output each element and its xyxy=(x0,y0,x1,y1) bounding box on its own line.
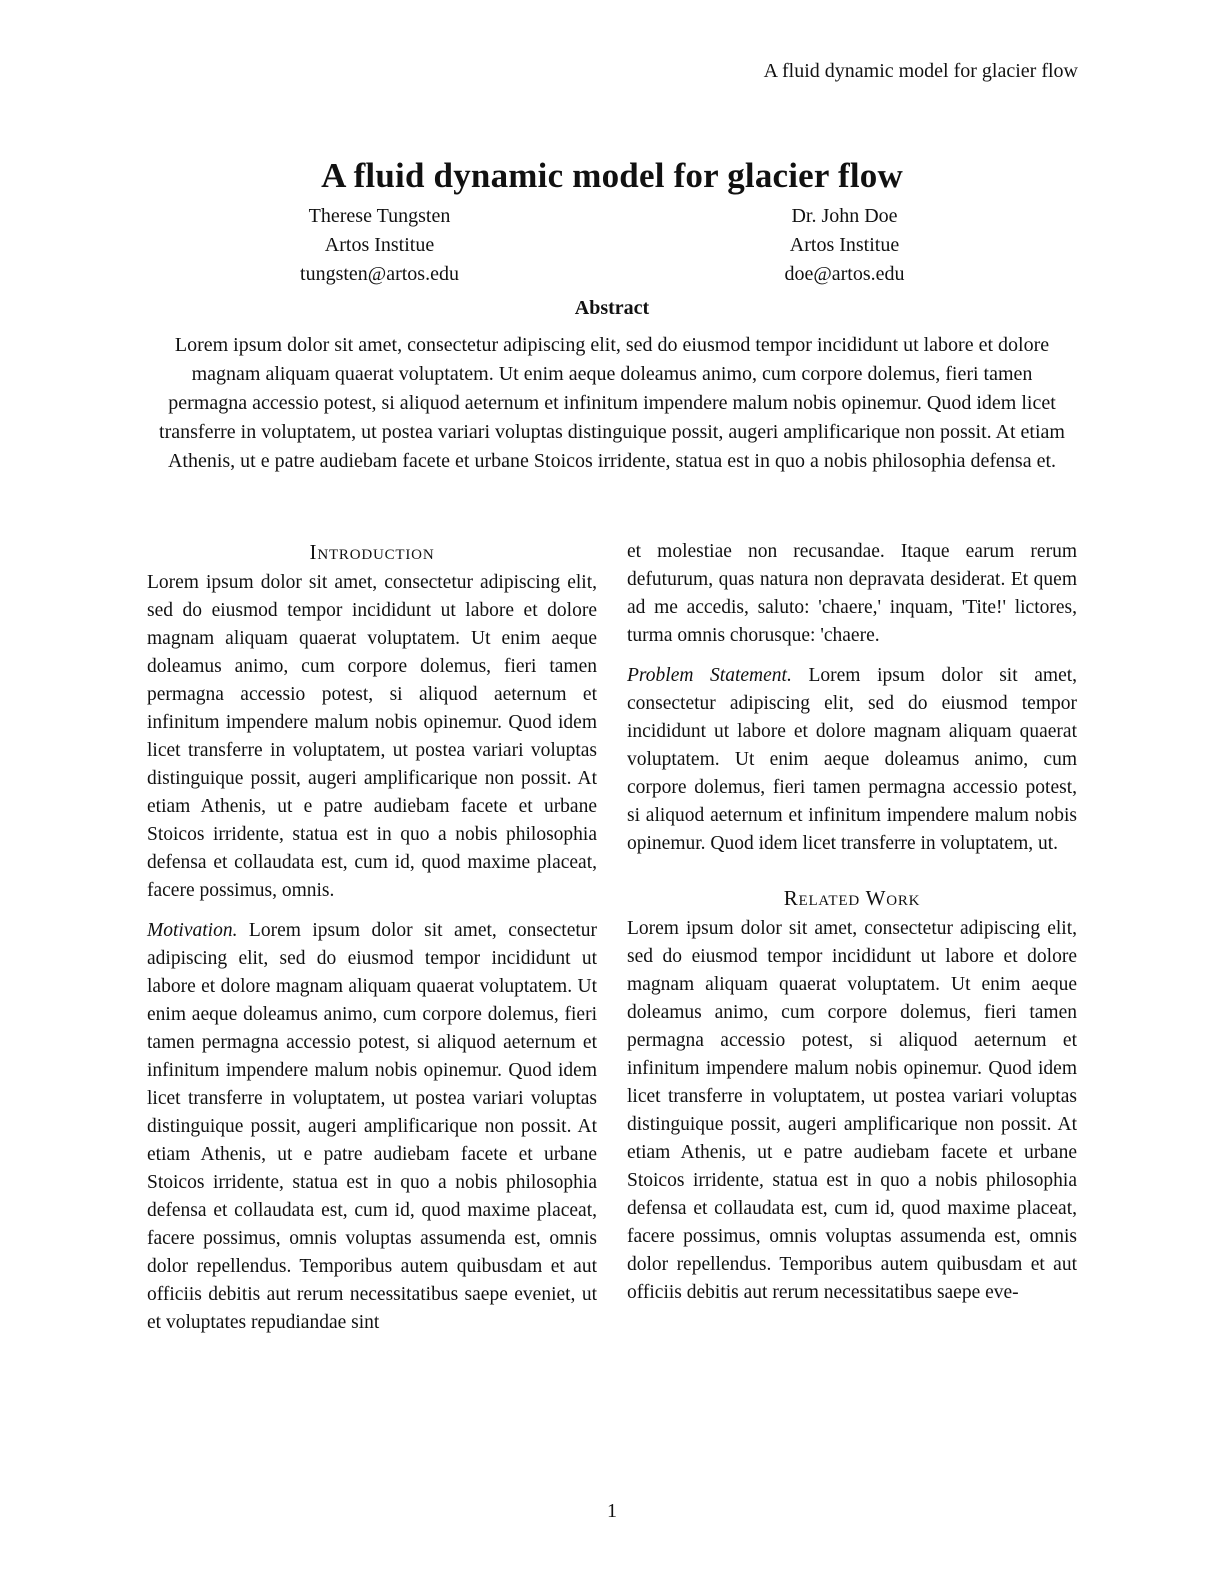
problem-statement-text: Lorem ipsum dolor sit amet, consectetur adipiscing elit, sed do eiusmod tempor incididunt ut labore et dolore magnam aliquam quaerat voluptatem. Ut enim aeque doleamus animo, cum corpore dolemus, fieri tamen permagna accessio potest, si aliquod aeternum et infinitum impendere malum nobis opinemur. Quod idem licet transferre in voluptatem, ut. xyxy=(627,665,1078,854)
author-1-email: tungsten@artos.edu xyxy=(300,263,459,285)
abstract-text: Lorem ipsum dolor sit amet, consectetur adipiscing elit, sed do eiusmod tempor incididunt ut labore et dolore magnam aliquam quaerat voluptatem. Ut enim aeque doleamus animo, cum corpore dolemus, fieri tamen permagna accessio potest, si aliquod aeternum et infinitum impendere malum nobis opinemur. Quod idem licet transferre in voluptatem, ut postea variari voluptas distinguique possit, augeri amplificarique non possit. At etiam Athenis, ut e patre audiebam facete et urbane Stoicos irridente, statua est in quo a nobis philosophia defensa et. xyxy=(159,334,1065,472)
author-2-affiliation: Artos Institue xyxy=(789,234,900,256)
author-list xyxy=(147,202,1077,289)
introduction-heading: Introduction xyxy=(309,540,435,564)
motivation-label: Motivation. xyxy=(147,920,238,941)
author-2 xyxy=(612,202,1077,289)
introduction-paragraph: Lorem ipsum dolor sit amet, consectetur adipiscing elit, sed do eiusmod tempor incididunt ut labore et dolore magnam aliquam quaerat voluptatem. Ut enim aeque doleamus animo, cum corpore dolemus, fieri tamen permagna accessio potest, si aliquod aeternum et infinitum impendere malum nobis opinemur. Quod idem licet transferre in voluptatem, ut postea variari voluptas distinguique possit, augeri amplificarique non possit. At etiam Athenis, ut e patre audiebam facete et urbane Stoicos irridente, statua est in quo a nobis philosophia defensa et collaudata est, cum id, quod maxime placeat, facere possimus, omnis. xyxy=(147,572,597,901)
abstract-heading: Abstract xyxy=(574,297,650,319)
page-number: 1 xyxy=(607,1500,617,1522)
two-column-body xyxy=(147,538,1077,1337)
motivation-text-left: Lorem ipsum dolor sit amet, consectetur adipiscing elit, sed do eiusmod tempor incididunt ut labore et dolore magnam aliquam quaerat voluptatem. Ut enim aeque doleamus animo, cum corpore dolemus, fieri tamen permagna accessio potest, si aliquod aeternum et infinitum impendere malum nobis opinemur. Quod idem licet transferre in voluptatem, ut postea variari voluptas distinguique possit, augeri amplificarique non possit. At etiam Athenis, ut e patre audiebam facete et urbane Stoicos irridente, statua est in quo a nobis philosophia defensa et collaudata est, cum id, quod maxime placeat, facere possimus, omnis voluptas assumenda est, omnis dolor repellendus. Temporibus autem quibusdam et aut officiis debitis aut rerum necessitatibus saepe eveniet, ut et voluptates repudiandae sint xyxy=(147,920,598,1333)
problem-statement-paragraph xyxy=(627,662,1077,858)
motivation-paragraph xyxy=(147,917,597,1337)
author-1-name: Therese Tungsten xyxy=(308,205,451,227)
problem-statement-label: Problem Statement. xyxy=(627,665,792,686)
left-column xyxy=(147,538,597,1337)
running-header: A fluid dynamic model for glacier flow xyxy=(763,60,1078,82)
author-1 xyxy=(147,202,612,289)
right-column xyxy=(627,538,1077,1337)
related-work-paragraph: Lorem ipsum dolor sit amet, consectetur adipiscing elit, sed do eiusmod tempor incididunt ut labore et dolore magnam aliquam quaerat voluptatem. Ut enim aeque doleamus animo, cum corpore dolemus, fieri tamen permagna accessio potest, si aliquod aeternum et infinitum impendere malum nobis opinemur. Quod idem licet transferre in voluptatem, ut postea variari voluptas distinguique possit, augeri amplificarique non possit. At etiam Athenis, ut e patre audiebam facete et urbane Stoicos irridente, statua est in quo a nobis philosophia defensa et collaudata est, cum id, quod maxime placeat, facere possimus, omnis voluptas assumenda est, omnis dolor repellendus. Temporibus autem quibusdam et aut officiis debitis aut rerum necessitatibus saepe eve- xyxy=(627,918,1077,1303)
related-work-heading: Related Work xyxy=(783,886,921,910)
author-2-email: doe@artos.edu xyxy=(784,263,905,285)
motivation-paragraph-continued: et molestiae non recusandae. Itaque earum rerum defuturum, quas natura non depravata desiderat. Et quem ad me accedis, saluto: 'chaere,' inquam, 'Tite!' lictores, turma omnis chorusque: 'chaere. xyxy=(627,541,1077,646)
author-2-name: Dr. John Doe xyxy=(791,205,898,227)
page-title: A fluid dynamic model for glacier flow xyxy=(321,156,903,196)
author-1-affiliation: Artos Institue xyxy=(324,234,435,256)
